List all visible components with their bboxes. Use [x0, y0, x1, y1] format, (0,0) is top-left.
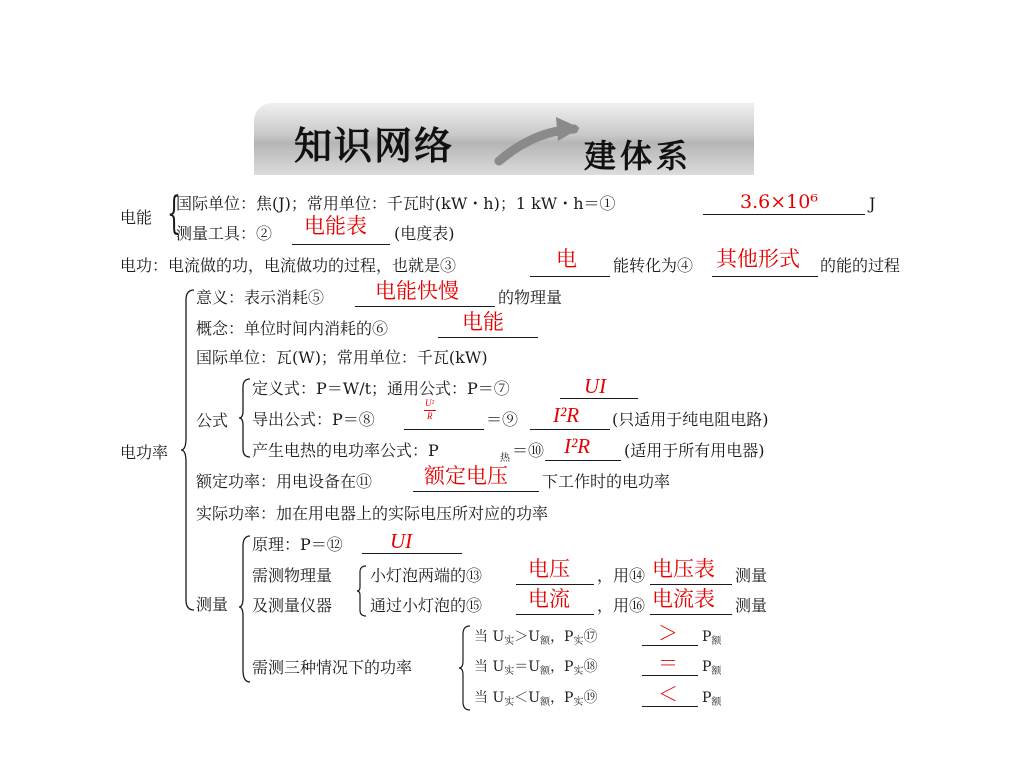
banner-title-left: 知识网络: [294, 123, 455, 168]
blank-12: [362, 553, 462, 554]
section-banner: [254, 103, 754, 175]
formula-brace: [238, 377, 252, 459]
measure-label: 测量: [196, 595, 229, 614]
formula-heat-pre: 产生电热的电功率公式：P: [252, 441, 439, 460]
blank-5: [355, 306, 495, 307]
blank-18: [642, 675, 698, 676]
blank-6: [438, 337, 538, 338]
energy-label: 电能: [120, 208, 153, 227]
actual-line: 实际功率：加在用电器上的实际电压所对应的功率: [196, 504, 549, 523]
case-row-3-tail: $P_额$: [702, 690, 722, 708]
power-label: 电功率: [120, 443, 169, 462]
case-row-1-tail: $P_额$: [702, 629, 722, 647]
answer-5: 电能快慢: [375, 279, 459, 303]
work-line-a: 电功：电流做的功，电流做功的过程，也就是③: [120, 256, 457, 275]
energy-brace: {: [167, 188, 181, 239]
answer-16: 电流表: [652, 587, 715, 611]
blank-2: [292, 244, 390, 245]
answer-2: 电能表: [304, 214, 367, 238]
q14-pre: ，用⑭: [597, 566, 646, 585]
quantities-brace: [356, 565, 368, 617]
answer-10: I²R: [564, 434, 591, 458]
formula-heat-mid: ＝⑩: [512, 441, 545, 460]
power-unit-line: 国际单位：瓦(W)；常用单位：千瓦(kW): [196, 348, 488, 367]
answer-19: ＜: [658, 682, 678, 706]
answer-17: ＞: [658, 621, 678, 645]
answer-6: 电能: [462, 310, 504, 334]
rated-pre: 额定功率：用电设备在⑪: [196, 472, 373, 491]
blank-14: [650, 584, 732, 585]
arrow-swoosh-icon: [494, 111, 584, 171]
answer-9: I²R: [553, 403, 580, 427]
q16-post: 测量: [735, 596, 768, 615]
answer-13: 电压: [528, 557, 570, 581]
case-row-1: 当 $U_实>U_额$，$P_实⑰$: [474, 629, 598, 647]
answer-4: 其他形式: [716, 247, 800, 271]
q16-pre: ，用⑯: [597, 596, 646, 615]
formula-derived-mid: ＝⑨: [486, 410, 519, 429]
case-row-2-tail: $P_额$: [702, 659, 722, 677]
answer-1: 3.6×10⁶: [740, 191, 818, 213]
blank-9: [530, 429, 610, 430]
quantities-label-2: 及测量仪器: [252, 596, 333, 615]
blank-11: [413, 491, 539, 492]
energy-tool-suffix: (电度表): [394, 224, 455, 243]
principle-pre: 原理：P＝⑫: [252, 535, 343, 554]
blank-15: [516, 614, 594, 615]
measure-brace: [238, 534, 252, 684]
work-line-b: 能转化为④: [613, 256, 694, 275]
formula-label: 公式: [196, 411, 229, 430]
cases-brace: [458, 625, 472, 711]
blank-19: [642, 706, 698, 707]
answer-18: ＝: [658, 651, 678, 675]
three-cases-label: 需测三种情况下的功率: [252, 658, 413, 677]
power-brace: [180, 288, 196, 612]
energy-unit-line: 国际单位：焦(J)；常用单位：千瓦时(kW・h)；1 kW・h＝①: [176, 194, 616, 213]
banner-title-right: 建体系: [584, 137, 693, 175]
blank-10: [545, 460, 621, 461]
formula-heat-sub: 热: [500, 453, 510, 464]
blank-1: [703, 214, 865, 215]
blank-7: [560, 398, 638, 399]
blank-17: [642, 645, 698, 646]
answer-8-numerator: U²: [425, 398, 435, 408]
case-row-2: 当 $U_实=U_额$，$P_实⑱$: [474, 659, 598, 677]
answer-8-denominator: R: [427, 411, 433, 421]
work-line-c: 的能的过程: [820, 256, 901, 275]
formula-heat-post: (适用于所有用电器): [624, 441, 765, 460]
blank-13: [516, 584, 594, 585]
power-meaning-post: 的物理量: [498, 288, 563, 307]
blank-16: [650, 614, 732, 615]
power-meaning-pre: 意义：表示消耗⑤: [196, 288, 325, 307]
case-row-3: 当 $U_实<U_额$，$P_实⑲$: [474, 690, 598, 708]
power-concept-pre: 概念：单位时间内消耗的⑥: [196, 319, 389, 338]
formula-derived-post: (只适用于纯电阻电路): [612, 410, 769, 429]
answer-12: UI: [390, 529, 413, 553]
q15-pre: 通过小灯泡的⑮: [370, 596, 483, 615]
quantities-label-1: 需测物理量: [252, 566, 333, 585]
blank-8: [404, 429, 484, 430]
answer-3: 电: [556, 247, 577, 271]
answer-11: 额定电压: [424, 464, 508, 488]
rated-post: 下工作时的电功率: [542, 472, 671, 491]
formula-def-pre: 定义式：P＝W/t；通用公式：P＝⑦: [252, 379, 510, 398]
answer-7: UI: [584, 374, 607, 398]
energy-unit-suffix: J: [869, 194, 876, 213]
formula-derived-pre: 导出公式：P＝⑧: [252, 410, 375, 429]
answer-14: 电压表: [652, 557, 715, 581]
q13-pre: 小灯泡两端的⑬: [370, 566, 483, 585]
blank-3: [530, 276, 610, 277]
blank-4: [712, 276, 818, 277]
answer-15: 电流: [528, 587, 570, 611]
energy-tool-line: 测量工具：②: [176, 224, 273, 243]
q14-post: 测量: [735, 566, 768, 585]
